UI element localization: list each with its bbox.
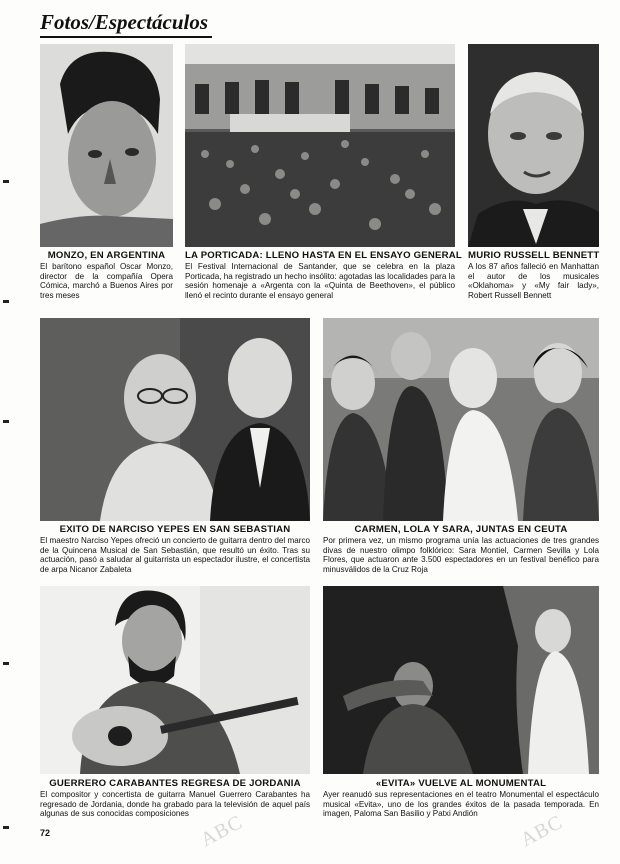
caption-yepes: [40, 524, 310, 574]
caption-porticada: [185, 250, 462, 300]
margin-mark: [3, 300, 9, 303]
headline: «EVITA» VUELVE AL MONUMENTAL: [375, 778, 547, 789]
headline: LA PORTICADA: LLENO HASTA EN EL ENSAYO GENERAL: [185, 250, 462, 261]
photo-monzo: [40, 44, 173, 247]
caption-ceuta: [323, 524, 599, 574]
watermark: ABC: [197, 810, 247, 852]
headline: EXITO DE NARCISO YEPES EN SAN SEBASTIAN: [59, 524, 291, 535]
section-rule: [40, 36, 212, 38]
margin-mark: [3, 662, 9, 665]
photo-ceuta: [323, 318, 599, 521]
margin-mark: [3, 420, 9, 423]
body-text: Ayer reanudó sus representaciones en el teatro Monumental el espectáculo musical «Evita», uno de los grandes éxitos de la pasada temporada. En imagen, Paloma San Basilio y Patxi Andión: [323, 790, 599, 819]
watermark: ABC: [517, 810, 567, 852]
section-title: Fotos/Espectáculos: [40, 10, 209, 34]
body-text: A los 87 años falleció en Manhattan el autor de los musicales «Oklahoma» y «My fair lady», Robert Russell Bennett: [468, 262, 599, 300]
margin-mark: [3, 180, 9, 183]
headline: CARMEN, LOLA Y SARA, JUNTAS EN CEUTA: [354, 524, 568, 535]
photo-evita: [323, 586, 599, 774]
body-text: El Festival Internacional de Santander, que se celebra en la plaza Porticada, ha registrado un hecho insólito: agotadas las localidades para la sesión homenaje a «Argenta con la «Quinta de Beethoven», el público llenó el recinto durante el ensayo general: [185, 262, 455, 300]
headline: GUERRERO CARABANTES REGRESA DE JORDANIA: [49, 778, 301, 789]
photo-bennett: [468, 44, 599, 247]
caption-bennett: [468, 250, 599, 300]
caption-monzo: [40, 250, 173, 300]
photo-yepes: [40, 318, 310, 521]
headline: MONZO, EN ARGENTINA: [47, 250, 166, 261]
body-text: El compositor y concertista de guitarra Manuel Guerrero Carabantes ha regresado de Jordania, donde ha grabado para la televisión de aquel país algunas de sus conocidas composiciones: [40, 790, 310, 819]
body-text: El barítono español Oscar Monzo, director de la compañía Opera Cómica, marchó a Buenos Aires por tres meses: [40, 262, 173, 300]
body-text: Por primera vez, un mismo programa unía las actuaciones de tres grandes divas de nuestro olimpo folklórico: Sara Montiel, Carmen Sevilla y Lola Flores, que actuaron ante 3.500 espectadores en un festival benéfico para minusválidos de la Cruz Roja: [323, 536, 599, 574]
caption-carabantes: [40, 778, 310, 828]
page-number: 72: [40, 828, 51, 838]
body-text: El maestro Narciso Yepes ofreció un concierto de guitarra dentro del marco de la Quincena Musical de San Sebastián, que resultó un éxito. Tras su actuación, pasó a saludar al guitarrista un espectador ilustre, el concertista de arpa Nicanor Zabaleta: [40, 536, 310, 574]
headline: MURIO RUSSELL BENNETT: [468, 250, 600, 261]
photo-porticada: [185, 44, 455, 247]
photo-carabantes: [40, 586, 310, 774]
margin-mark: [3, 826, 9, 829]
